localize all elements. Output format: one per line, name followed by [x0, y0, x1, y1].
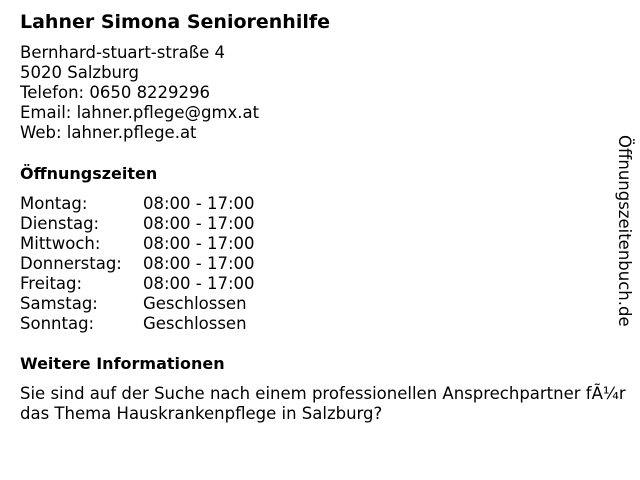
hours-day: Mittwoch: [20, 234, 101, 253]
hours-time: 08:00 - 17:00 [143, 274, 255, 293]
hours-time: 08:00 - 17:00 [143, 194, 255, 213]
hours-day: Sonntag: [20, 314, 95, 333]
address-block [20, 43, 259, 143]
hours-time: 08:00 - 17:00 [143, 254, 255, 273]
hours-day: Donnerstag: [20, 254, 122, 273]
hours-day: Dienstag: [20, 214, 100, 233]
address-city: 5020 Salzburg [20, 63, 139, 82]
business-name: Lahner Simona Seniorenhilfe [20, 11, 331, 33]
hours-time: Geschlossen [143, 294, 247, 313]
hours-day: Montag: [20, 194, 88, 213]
address-phone: Telefon: 0650 8229296 [20, 83, 211, 102]
hours-time: Geschlossen [143, 314, 247, 333]
site-watermark-label: Öffnungszeitenbuch.de [615, 135, 634, 327]
address-street: Bernhard-stuart-straße 4 [20, 43, 226, 62]
hours-day: Samstag: [20, 294, 98, 313]
hours-day: Freitag: [20, 274, 83, 293]
opening-hours-heading: Öffnungszeiten [20, 164, 158, 183]
more-info-text: Sie sind auf der Suche nach einem professionellen Ansprechpartner fÃ¼r das Thema Hauskrankenpflege in Salzburg? [20, 384, 626, 423]
more-info-heading: Weitere Informationen [20, 354, 225, 373]
hours-time: 08:00 - 17:00 [143, 234, 255, 253]
address-web: Web: lahner.pflege.at [20, 123, 197, 142]
hours-time: 08:00 - 17:00 [143, 214, 255, 233]
address-email: Email: lahner.pflege@gmx.at [20, 103, 260, 122]
